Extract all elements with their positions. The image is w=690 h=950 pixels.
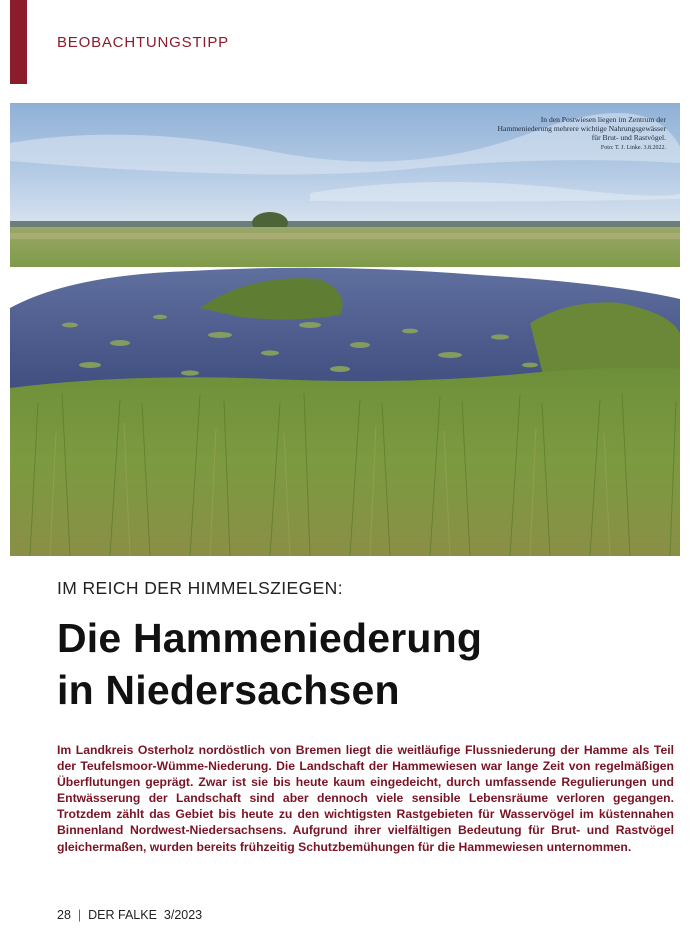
page-number: 28 [57,908,71,922]
article-title [57,612,657,716]
magazine-issue: 3/2023 [163,908,203,922]
wetland-photo [10,103,680,556]
photo-credit: Foto: T. J. Linke. 3.8.2022. [600,144,666,151]
article-title-line-2: in Niedersachsen [57,667,400,713]
magazine-name: DER FALKE [88,908,157,922]
footer-separator: | [77,908,82,922]
article-title-line-1: Die Hammeniederung [57,615,483,661]
article-subtitle: IM REICH DER HIMMELSZIEGEN: [57,578,343,598]
wetland-photo-illustration [10,103,680,556]
section-kicker: BEOBACHTUNGSTIPP [57,34,229,51]
photo-caption [496,115,666,153]
section-accent-bar [10,0,27,84]
page-footer [57,908,202,922]
article-lead: Im Landkreis Osterholz nordöstlich von Bremen liegt die weitläufige Flussniederung der Hamme als Teil der Teufelsmoor-Wümme-Niederung. Die Landschaft der Hammewiesen war lange Zeit von regelmäßigen Überflutungen geprägt. Zwar ist sie bis heute kaum eingedeicht, durch umfassende Regulierungen und Entwässerung der Landschaft sind aber dennoch viele sensible Lebensräume verloren gegangen. Trotzdem zählt das Gebiet bis heute zu den wichtigsten Rastgebieten für Wasservögel im küstennahen Binnenland Nordwest-Niedersachsens. Aufgrund ihrer vielfältigen Bedeutung für Brut- und Rastvögel gleichermaßen, wurden bereits frühzeitig Schutzbemühungen für die Hammewiesen unternommen. [57,743,674,854]
photo-caption-text: In den Postwiesen liegen im Zentrum der Hammeniederung mehrere wichtige Nahrungsgewässer für Brut- und Rastvögel. [497,115,666,143]
